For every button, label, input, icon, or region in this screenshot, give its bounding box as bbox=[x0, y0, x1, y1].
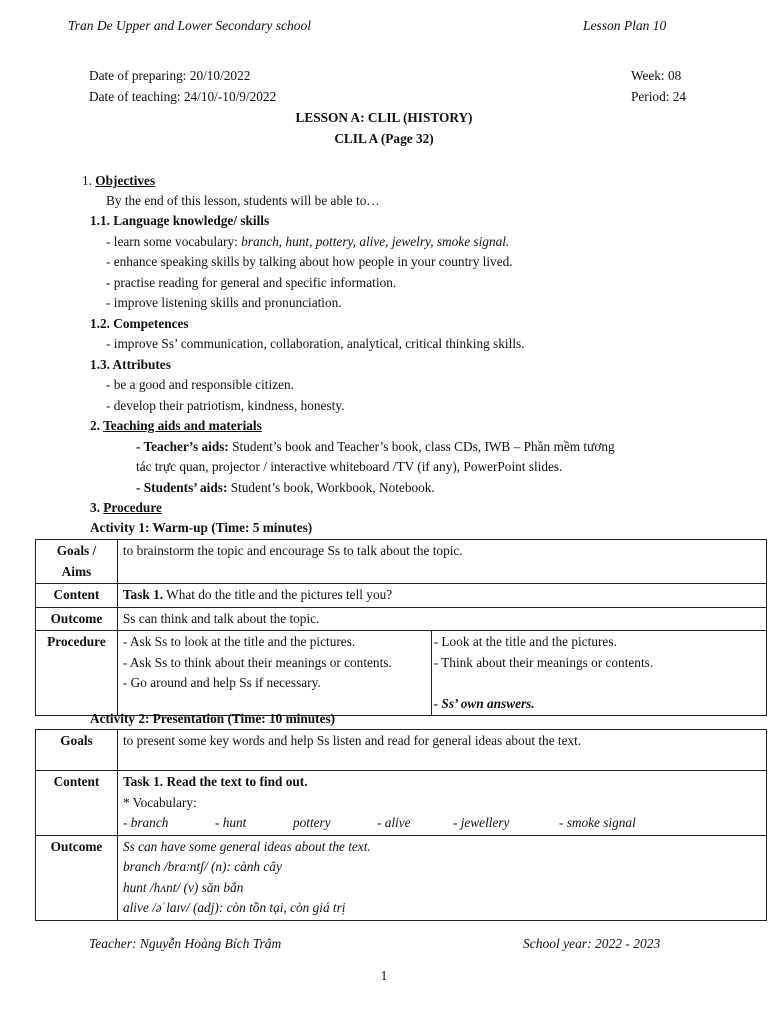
section-1-2: 1.2. Competences bbox=[90, 316, 189, 331]
activity2-title: Activity 2: Presentation (Time: 10 minutes) bbox=[90, 711, 336, 726]
list-item: - Look at the title and the pictures. bbox=[433, 634, 617, 649]
goals-text: to brainstorm the topic and encourage Ss to talk about the topic. bbox=[117, 540, 766, 584]
period: Period: 24 bbox=[631, 89, 687, 104]
objectives-intro: By the end of this lesson, students will be able to… bbox=[106, 193, 380, 208]
activity2-table bbox=[35, 729, 767, 921]
teacher-aids: - Teacher’s aids: Student’s book and Teacher’s book, class CDs, IWB – Phần mềm tương bbox=[136, 439, 615, 454]
objective-reading: - practise reading for general and specific information. bbox=[106, 275, 397, 290]
list-item: - jewellery bbox=[452, 815, 510, 830]
student-aids: - Students’ aids: Student’s book, Workbook, Notebook. bbox=[136, 480, 435, 495]
attribute-item-1: - be a good and responsible citizen. bbox=[106, 377, 294, 392]
table-row bbox=[36, 771, 767, 836]
table-row bbox=[36, 730, 767, 771]
competence-item: - improve Ss’ communication, collaboration, analytical, critical thinking skills. bbox=[106, 336, 525, 351]
list-item: - Think about their meanings or contents. bbox=[433, 654, 654, 670]
activity1-table bbox=[35, 539, 767, 716]
task-title: Task 1. Read the text to find out. bbox=[122, 774, 308, 789]
attribute-item-2: - develop their patriotism, kindness, honesty. bbox=[106, 398, 345, 413]
objective-speaking: - enhance speaking skills by talking about how people in your country lived. bbox=[106, 254, 513, 269]
goals-label: Goals / Aims bbox=[36, 540, 118, 584]
table-row bbox=[36, 835, 767, 920]
content-label: Content bbox=[36, 771, 118, 836]
objectives-heading: 1. Objectives bbox=[82, 173, 156, 188]
content-label: Content bbox=[36, 584, 118, 608]
list-item: hunt /hʌnt/ (v) săn bắn bbox=[122, 879, 244, 895]
table-row bbox=[36, 631, 767, 716]
page-number: 1 bbox=[380, 968, 388, 983]
list-item: - alive bbox=[376, 815, 411, 830]
list-item: branch /brɑːntʃ/ (n): cành cây bbox=[122, 859, 282, 874]
own-answers: - Ss’ own answers. bbox=[433, 695, 535, 711]
section-1-1: 1.1. Language knowledge/ skills bbox=[90, 213, 270, 228]
aids-heading: 2. Teaching aids and materials bbox=[90, 418, 262, 433]
list-item: - branch bbox=[122, 815, 169, 830]
content-text: Task 1. What do the title and the pictures tell you? bbox=[117, 584, 766, 608]
procedure-label: Procedure bbox=[36, 631, 118, 716]
table-row bbox=[36, 540, 767, 584]
outcome-label: Outcome bbox=[36, 607, 118, 631]
outcome-label: Outcome bbox=[36, 835, 118, 920]
vocab-list bbox=[123, 813, 761, 834]
goals-label: Goals bbox=[36, 730, 118, 771]
list-item: alive /əˈlaɪv/ (adj): còn tồn tại, còn giá trị bbox=[122, 900, 346, 915]
list-item: - Ask Ss to look at the title and the pictures. bbox=[122, 634, 356, 649]
list-item: Ss can have some general ideas about the text. bbox=[122, 838, 371, 854]
list-item: - Ask Ss to think about their meanings or contents. bbox=[122, 654, 392, 670]
content-text bbox=[117, 771, 766, 836]
section-1-3: 1.3. Attributes bbox=[90, 357, 171, 372]
table-row bbox=[36, 584, 767, 608]
footer-teacher: Teacher: Nguyễn Hoàng Bích Trâm bbox=[89, 936, 282, 951]
footer-school-year: School year: 2022 - 2023 bbox=[523, 936, 661, 951]
week: Week: 08 bbox=[631, 68, 682, 83]
list-item: - hunt bbox=[214, 815, 247, 830]
teacher-steps bbox=[117, 631, 431, 716]
activity1-title: Activity 1: Warm-up (Time: 5 minutes) bbox=[90, 520, 313, 535]
date-preparing: Date of preparing: 20/10/2022 bbox=[89, 68, 251, 83]
student-steps bbox=[431, 631, 766, 716]
objective-listening: - improve listening skills and pronunciation. bbox=[106, 295, 342, 310]
lesson-subtitle: CLIL A (Page 32) bbox=[334, 131, 434, 146]
date-teaching: Date of teaching: 24/10/-10/9/2022 bbox=[89, 89, 277, 104]
objective-vocab: - learn some vocabulary: branch, hunt, pottery, alive, jewelry, smoke signal. bbox=[106, 234, 510, 249]
vocab-label: * Vocabulary: bbox=[122, 794, 197, 810]
lesson-title: LESSON A: CLIL (HISTORY) bbox=[295, 110, 473, 125]
list-item: pottery bbox=[292, 815, 331, 830]
header-school: Tran De Upper and Lower Secondary school bbox=[68, 18, 311, 33]
procedure-heading: 3. Procedure bbox=[90, 500, 162, 515]
goals-text: to present some key words and help Ss listen and read for general ideas about the text. bbox=[117, 730, 766, 771]
teacher-aids-cont: tác trực quan, projector / interactive whiteboard /TV (if any), PowerPoint slides. bbox=[136, 459, 563, 474]
outcome-text bbox=[117, 835, 766, 920]
outcome-text: Ss can think and talk about the topic. bbox=[117, 607, 766, 631]
list-item: - smoke signal bbox=[558, 815, 636, 830]
list-item: - Go around and help Ss if necessary. bbox=[122, 675, 321, 690]
header-lesson-plan: Lesson Plan 10 bbox=[583, 18, 667, 33]
table-row bbox=[36, 607, 767, 631]
